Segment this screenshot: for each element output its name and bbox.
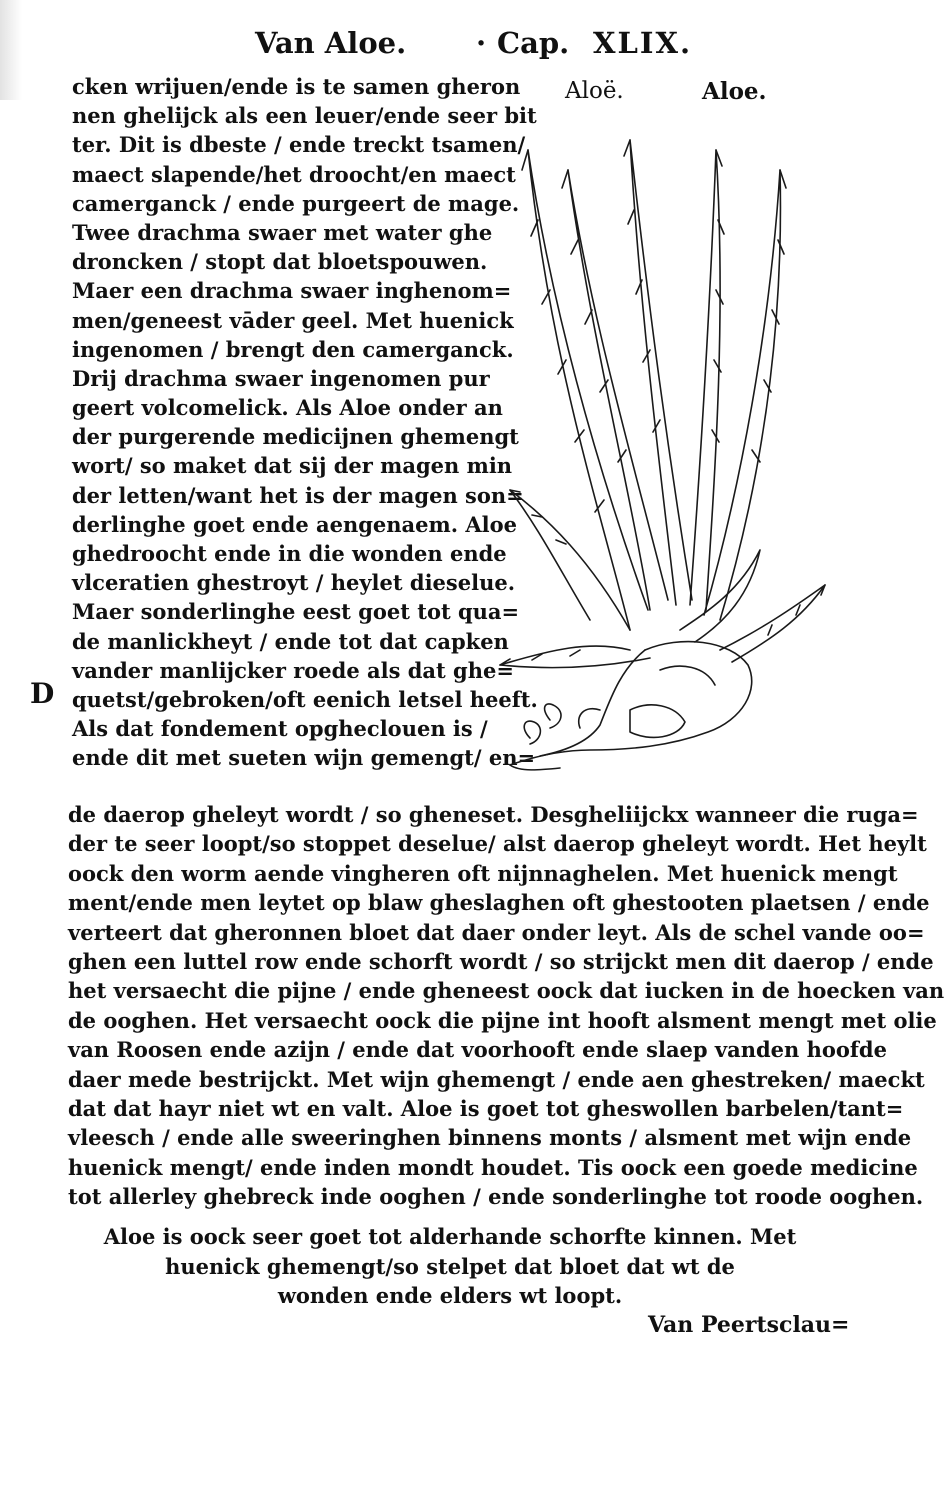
- narrow-text-column: [72, 72, 538, 773]
- text-line: ment/ende men leytet op blaw gheslaghen oft ghestooten plaetsen / ende: [68, 890, 930, 916]
- text-line: der purgerende medicijnen ghemengt: [72, 424, 519, 450]
- text-line: Als dat fondement opgheclouen is /: [72, 716, 488, 742]
- text-line: oock den worm aende vingheren oft nijnnaghelen. Met huenick mengt: [68, 860, 898, 886]
- text-line: daer mede bestrijckt. Met wijn ghemengt / ende aen ghestreken/ maeckt: [68, 1066, 925, 1092]
- header-cap: Cap.: [497, 26, 570, 60]
- catchword: Van Peertsclau=: [648, 1312, 850, 1338]
- text-line: quetst/gebroken/oft eenich letsel heeft.: [72, 686, 538, 712]
- text-line: wonden ende elders wt loopt.: [277, 1283, 623, 1308]
- text-line: ende dit met sueten wijn gemengt/ en=: [72, 745, 536, 771]
- text-line: ghedroocht ende in die wonden ende: [72, 541, 507, 566]
- text-line: der letten/want het is der magen son=: [72, 482, 524, 508]
- text-line: vleesch / ende alle sweeringhen binnens monts / alsment met wijn ende: [68, 1125, 912, 1151]
- text-line: van Roosen ende azijn / ende dat voorhooft ende slaep vanden hoofde: [68, 1037, 887, 1063]
- text-line: camerganck / ende purgeert de mage.: [72, 190, 520, 216]
- text-line: droncken / stopt dat bloetspouwen.: [72, 249, 488, 275]
- text-line: geert volcomelick. Als Aloe onder an: [72, 395, 503, 421]
- text-line: het versaecht die pijne / ende gheneest oock dat iucken in de hoecken van: [68, 978, 944, 1004]
- header-chapter-number: XLIX.: [593, 26, 693, 60]
- closing-paragraph: [60, 1222, 840, 1311]
- text-line: nen ghelijck als een leuer/ende seer bit: [72, 103, 537, 129]
- text-line: wort/ so maket dat sij der magen min: [72, 453, 513, 479]
- text-line: huenick ghemengt/so stelpet dat bloet dat wt de: [165, 1253, 735, 1279]
- aloe-plant-illustration: [480, 110, 840, 790]
- text-line: Drij drachma swaer ingenomen pur: [72, 365, 490, 391]
- text-line: men/geneest vāder geel. Met huenick: [72, 307, 514, 333]
- text-line: dat dat hayr niet wt en valt. Aloe is goet tot gheswollen barbelen/tant=: [68, 1095, 904, 1121]
- plant-label-vernacular: Aloe.: [702, 78, 767, 105]
- text-line: ingenomen / brengt den camerganck.: [72, 336, 514, 362]
- text-line: ter. Dit is dbeste / ende treckt tsamen/: [72, 132, 526, 158]
- text-line: huenick mengt/ ende inden mondt houdet. Tis oock een goede medicine: [68, 1154, 918, 1180]
- text-line: der te seer loopt/so stoppet deselue/ alst daerop gheleyt wordt. Het heylt: [68, 831, 927, 857]
- header-title: Van Aloe.: [255, 26, 407, 60]
- text-line: cken wrijuen/ende is te samen gheron: [72, 74, 521, 99]
- text-line: vlceratien ghestroyt / heylet dieselue.: [72, 570, 516, 596]
- wide-text-block: [68, 800, 944, 1211]
- running-header: [0, 26, 900, 70]
- text-line: Aloe is oock seer goet tot alderhande schorfte kinnen. Met: [103, 1224, 797, 1249]
- text-line: Maer een drachma swaer inghenom=: [72, 278, 512, 304]
- text-line: de ooghen. Het versaecht oock die pijne int hooft alsment mengt met olie: [68, 1007, 937, 1033]
- header-dot: ·: [476, 26, 487, 60]
- text-line: de manlickheyt / ende tot dat capken: [72, 628, 509, 654]
- text-line: vander manlijcker roede als dat ghe=: [72, 657, 514, 683]
- text-line: de daerop gheleyt wordt / so gheneset. Desgheliijckx wanneer die ruga=: [68, 802, 919, 827]
- text-line: Twee drachma swaer met water ghe: [72, 219, 493, 245]
- margin-marker: D: [30, 677, 55, 710]
- aloe-leaves: [500, 140, 825, 668]
- text-line: Maer sonderlinghe eest goet tot qua=: [72, 599, 520, 625]
- text-line: derlinghe goet ende aengenaem. Aloe: [72, 511, 517, 537]
- text-line: verteert dat gheronnen bloet dat daer onder leyt. Als de schel vande oo=: [68, 919, 925, 945]
- text-line: maect slapende/het droocht/en maect: [72, 161, 516, 187]
- text-line: tot allerley ghebreck inde ooghen / ende sonderlinghe tot roode ooghen.: [68, 1184, 924, 1210]
- text-line: ghen een luttel row ende schorft wordt / so strijckt men dit daerop / ende: [68, 948, 934, 974]
- plant-label-latin: Aloë.: [565, 78, 624, 104]
